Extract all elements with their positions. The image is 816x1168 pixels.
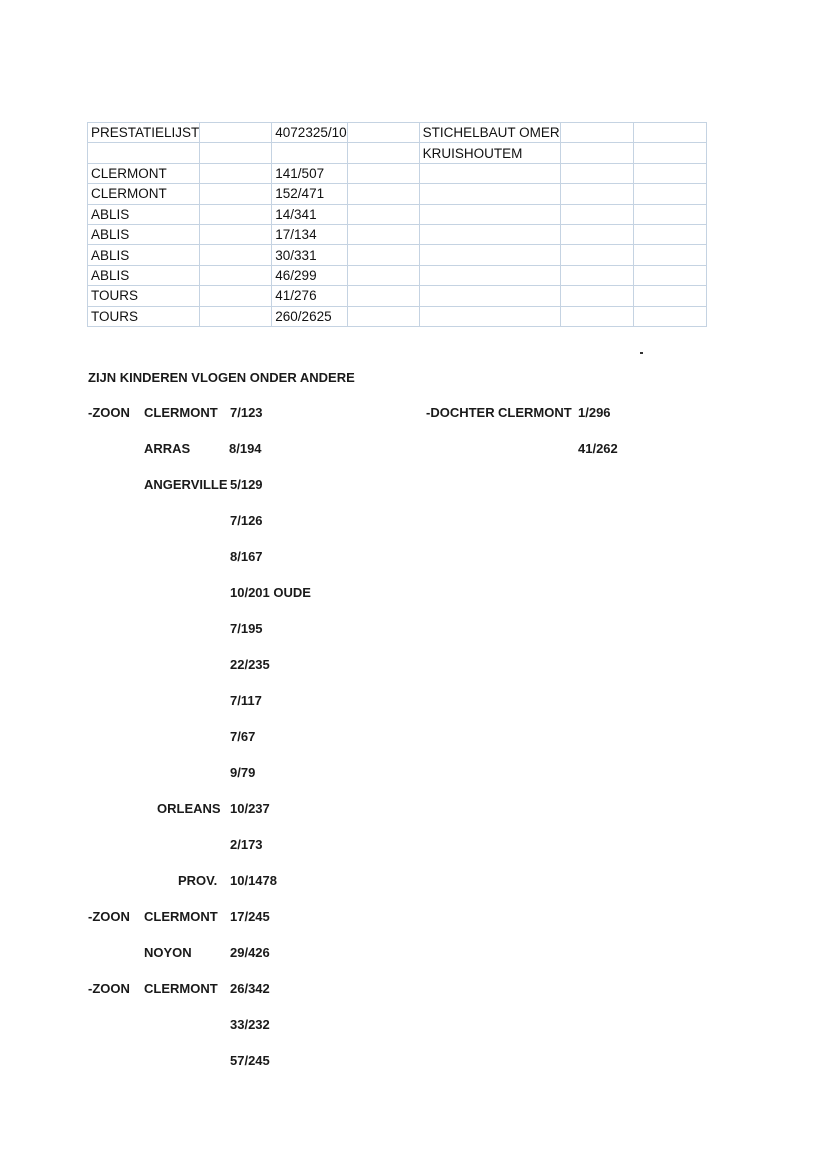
stray-mark — [640, 352, 643, 354]
table-cell — [419, 184, 560, 204]
table-cell — [560, 123, 633, 143]
table-cell — [347, 306, 419, 326]
table-cell: ABLIS — [88, 204, 200, 224]
table-cell — [272, 143, 347, 163]
table-cell — [560, 245, 633, 265]
table-cell — [200, 143, 272, 163]
daughter-label: -DOCHTER — [426, 405, 495, 420]
result-value: 7/195 — [230, 621, 263, 636]
place-label: CLERMONT — [144, 405, 218, 420]
table-cell — [347, 245, 419, 265]
place-label: NOYON — [144, 945, 192, 960]
table-cell — [200, 245, 272, 265]
table-cell: ABLIS — [88, 245, 200, 265]
table-cell — [560, 265, 633, 285]
result-value: 2/173 — [230, 837, 263, 852]
table-cell — [200, 123, 272, 143]
table-cell — [633, 245, 706, 265]
table-cell — [419, 286, 560, 306]
table-row — [88, 245, 707, 265]
table-cell — [347, 286, 419, 306]
table-cell — [633, 204, 706, 224]
table-cell — [200, 163, 272, 183]
table-cell — [419, 245, 560, 265]
table-cell — [633, 163, 706, 183]
table-cell — [200, 204, 272, 224]
table-row — [88, 204, 707, 224]
result-value: 29/426 — [230, 945, 270, 960]
result-value: 1/296 — [578, 405, 611, 420]
table-cell — [633, 306, 706, 326]
table-cell: TOURS — [88, 286, 200, 306]
table-cell: 260/2625 — [272, 306, 347, 326]
table-cell — [88, 143, 200, 163]
table-cell: STICHELBAUT OMER — [419, 123, 560, 143]
result-value: 7/67 — [230, 729, 256, 744]
table-cell: CLERMONT — [88, 184, 200, 204]
table-cell — [347, 123, 419, 143]
result-value: 57/245 — [230, 1053, 270, 1068]
son-label: -ZOON — [88, 405, 130, 420]
table-cell — [560, 163, 633, 183]
place-label: ANGERVILLE — [144, 477, 228, 492]
result-value: 10/1478 — [230, 873, 277, 888]
table-cell: TOURS — [88, 306, 200, 326]
table-cell — [347, 224, 419, 244]
table-cell: 30/331 — [272, 245, 347, 265]
table-cell — [633, 265, 706, 285]
table-cell: 14/341 — [272, 204, 347, 224]
table-cell — [633, 123, 706, 143]
table-cell — [560, 184, 633, 204]
result-value: 8/167 — [230, 549, 263, 564]
table-cell: ABLIS — [88, 224, 200, 244]
place-label: CLERMONT — [498, 405, 572, 420]
result-value: 10/201 OUDE — [230, 585, 311, 600]
table-cell — [200, 265, 272, 285]
result-value: 41/262 — [578, 441, 618, 456]
table-row — [88, 184, 707, 204]
table-cell: ABLIS — [88, 265, 200, 285]
table-cell: 152/471 — [272, 184, 347, 204]
result-value: 5/129 — [230, 477, 263, 492]
table-row — [88, 224, 707, 244]
table-cell — [560, 286, 633, 306]
place-label: CLERMONT — [144, 981, 218, 996]
place-label: ORLEANS — [157, 801, 221, 816]
table-cell — [560, 224, 633, 244]
table-cell — [200, 286, 272, 306]
table-row — [88, 163, 707, 183]
table-cell — [347, 163, 419, 183]
table-row — [88, 306, 707, 326]
prestatielijst-table — [87, 122, 707, 327]
table-cell: PRESTATIELIJST — [88, 123, 200, 143]
result-value: 26/342 — [230, 981, 270, 996]
table-cell — [347, 204, 419, 224]
table-cell — [347, 143, 419, 163]
table-cell — [419, 163, 560, 183]
table-cell — [347, 184, 419, 204]
result-value: 7/117 — [230, 693, 262, 708]
result-value: 17/245 — [230, 909, 270, 924]
table-cell: KRUISHOUTEM — [419, 143, 560, 163]
table-cell: 41/276 — [272, 286, 347, 306]
table-cell — [560, 306, 633, 326]
result-value: 33/232 — [230, 1017, 270, 1032]
place-label: CLERMONT — [144, 909, 218, 924]
table-cell — [419, 265, 560, 285]
table-cell — [633, 286, 706, 306]
table-cell — [633, 184, 706, 204]
son-label: -ZOON — [88, 981, 130, 996]
result-value: 10/237 — [230, 801, 270, 816]
result-value: 8/194 — [229, 441, 262, 456]
table-cell: 46/299 — [272, 265, 347, 285]
table-cell: 17/134 — [272, 224, 347, 244]
table-cell: 141/507 — [272, 163, 347, 183]
result-value: 22/235 — [230, 657, 270, 672]
table-cell — [419, 204, 560, 224]
table-cell — [347, 265, 419, 285]
table-row — [88, 123, 707, 143]
table-cell — [419, 306, 560, 326]
result-value: 9/79 — [230, 765, 256, 780]
table-cell — [560, 204, 633, 224]
table-cell — [633, 143, 706, 163]
table-row — [88, 143, 707, 163]
table-row — [88, 265, 707, 285]
place-label: ARRAS — [144, 441, 191, 456]
table-cell — [560, 143, 633, 163]
table-cell: CLERMONT — [88, 163, 200, 183]
place-label: PROV. — [178, 873, 218, 888]
table-row — [88, 286, 707, 306]
son-label: -ZOON — [88, 909, 130, 924]
table-cell — [633, 224, 706, 244]
result-value: 7/123 — [230, 405, 263, 420]
table-cell — [200, 224, 272, 244]
table-cell — [200, 306, 272, 326]
table-cell: 4072325/10 — [272, 123, 347, 143]
result-value: 7/126 — [230, 513, 263, 528]
table-cell — [419, 224, 560, 244]
children-heading: ZIJN KINDEREN VLOGEN ONDER ANDERE — [88, 370, 355, 385]
table-cell — [200, 184, 272, 204]
